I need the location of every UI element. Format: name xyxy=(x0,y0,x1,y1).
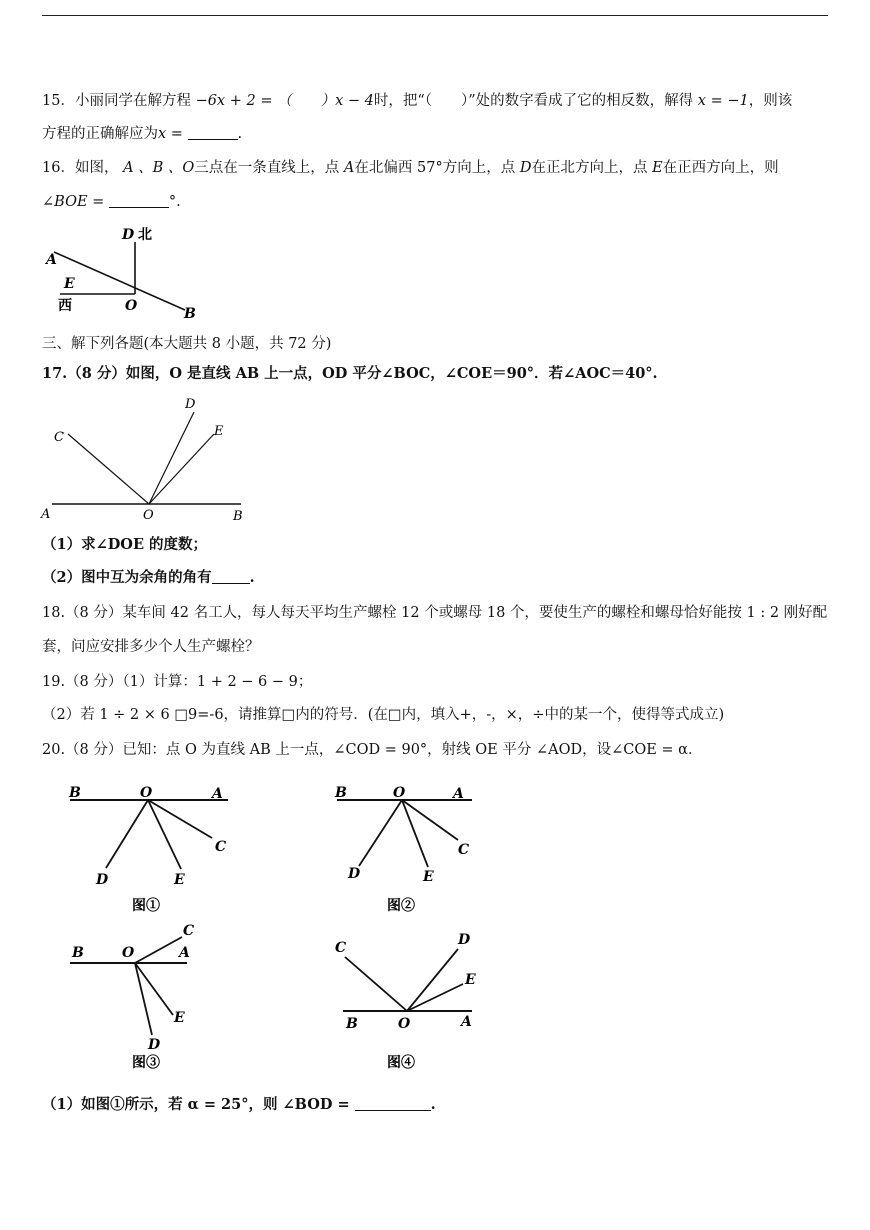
q16-answer-blank[interactable] xyxy=(109,193,169,208)
label-a: A xyxy=(41,507,51,522)
label-a: A xyxy=(179,945,190,961)
q16-point-d: D xyxy=(519,160,532,176)
q15-line2 xyxy=(42,124,242,144)
q20-line: 20.（8 分）已知：点 O 为直线 AB 上一点，∠COD = 90°，射线 OE 平分 ∠AOD，设∠COE = α． xyxy=(42,742,703,758)
label-e: E xyxy=(465,972,476,988)
label-d: D xyxy=(348,866,361,882)
section-3-heading: 三、解下列各题(本大题共 8 小题，共 72 分) xyxy=(42,336,332,352)
q15-number: 15． xyxy=(42,93,75,109)
ray-oc xyxy=(345,957,407,1011)
q16-text-3: 在北偏西 xyxy=(354,160,413,176)
q20-period: . xyxy=(430,1096,436,1113)
label-c: C xyxy=(54,430,64,445)
q16-number: 16． xyxy=(42,160,75,176)
ray-oe xyxy=(149,434,214,504)
label-e: E xyxy=(174,1010,185,1026)
ray-od xyxy=(359,800,402,866)
label-b: B xyxy=(184,306,196,322)
label-e: E xyxy=(214,424,224,439)
q15-answer-label: x = xyxy=(158,126,183,142)
figure-17 xyxy=(38,390,248,525)
q16-degree-sign: °. xyxy=(168,194,181,210)
label-e: E xyxy=(423,869,434,885)
ray-oc xyxy=(135,937,182,963)
q15-text: 小丽同学在解方程 xyxy=(74,93,191,109)
top-rule xyxy=(42,15,828,16)
figure-20-1 xyxy=(60,780,250,920)
q15-line1 xyxy=(42,91,792,111)
caption: 图② xyxy=(387,898,415,914)
q16-text: 如图， xyxy=(74,160,119,176)
label-c: C xyxy=(183,923,195,939)
q15-text-4: 方程的正确解应为 xyxy=(42,126,158,142)
figure-20-3 xyxy=(60,915,250,1075)
ray-od xyxy=(407,949,458,1011)
q16-point-a: A xyxy=(343,160,355,176)
q16-text-4: 方向上，点 xyxy=(442,160,516,176)
q16-points: A 、B 、O xyxy=(123,160,195,176)
q16-line1 xyxy=(42,158,779,178)
q17-answer-blank[interactable] xyxy=(212,569,250,584)
label-a: A xyxy=(453,786,464,802)
q16-text-2: 三点在一条直线上，点 xyxy=(194,160,340,176)
q16-line2 xyxy=(42,192,181,212)
q15-solution: x = −1 xyxy=(697,93,749,109)
caption: 图③ xyxy=(132,1055,160,1071)
q16-degree: 57° xyxy=(417,160,443,176)
label-d: D xyxy=(122,227,135,243)
q15-text-3: ，则该 xyxy=(748,93,793,109)
label-a: A xyxy=(46,252,57,268)
label-a: A xyxy=(212,786,223,802)
label-d: D xyxy=(96,872,109,888)
label-d: D xyxy=(185,397,196,412)
label-e: E xyxy=(174,872,185,888)
label-o: O xyxy=(398,1016,411,1032)
label-d: D xyxy=(148,1037,161,1053)
label-o: O xyxy=(143,508,154,523)
label-b: B xyxy=(72,945,84,961)
ray-od xyxy=(149,412,194,504)
label-b: B xyxy=(346,1016,358,1032)
q17-part2 xyxy=(42,568,255,588)
q15-answer-blank[interactable] xyxy=(188,125,238,140)
label-c: C xyxy=(215,839,227,855)
label-o: O xyxy=(393,785,406,801)
caption: 图① xyxy=(132,898,160,914)
label-a: A xyxy=(461,1014,472,1030)
label-b: B xyxy=(335,785,347,801)
caption: 图④ xyxy=(387,1055,415,1071)
label-o: O xyxy=(125,298,138,314)
ray-oc xyxy=(68,434,149,504)
figure-20-2 xyxy=(325,780,505,920)
q16-text-5: 在正北方向上，点 xyxy=(531,160,648,176)
q20-part1-text: （1）如图①所示，若 α = 25°，则 ∠BOD = xyxy=(42,1096,350,1113)
label-north: 北 xyxy=(138,227,152,243)
figure-16 xyxy=(40,222,210,322)
label-c: C xyxy=(458,842,470,858)
label-e: E xyxy=(64,276,75,292)
label-west: 西 xyxy=(58,298,72,314)
q19-line2: （2）若 1 ÷ 2 × 6 □9=-6，请推算□内的符号．(在□内，填入+，-，×，÷中的某一个，使得等式成立) xyxy=(42,707,725,723)
label-b: B xyxy=(69,785,81,801)
q19-line1: 19.（8 分）（1）计算：1 + 2 − 6 − 9； xyxy=(42,674,313,690)
q15-equation: −6x + 2 = （ ）x − 4 xyxy=(195,93,374,109)
q17-part2-text: （2）图中互为余角的角有 xyxy=(42,569,212,586)
label-o: O xyxy=(140,785,153,801)
q18-line2: 套，问应安排多少个人生产螺栓？ xyxy=(42,639,260,655)
q20-answer-blank[interactable] xyxy=(355,1096,431,1111)
q20-part1 xyxy=(42,1095,436,1115)
q16-text-6: 在正西方向上，则 xyxy=(662,160,779,176)
ray-od xyxy=(106,800,148,868)
label-c: C xyxy=(335,940,347,956)
q18-line1: 18.（8 分）某车间 42 名工人，每人每天平均生产螺栓 12 个或螺母 18 个，要使生产的螺栓和螺母恰好能按 1 : 2 刚好配 xyxy=(42,605,828,621)
q17-part1: （1）求∠DOE 的度数； xyxy=(42,536,208,553)
q17-line: 17.（8 分）如图，O 是直线 AB 上一点，OD 平分∠BOC，∠COE＝90°．若∠AOC＝40°. xyxy=(42,365,658,382)
q17-period: . xyxy=(249,569,255,586)
figure-20-4 xyxy=(325,925,505,1075)
q15-period: . xyxy=(237,126,243,142)
label-d: D xyxy=(458,932,471,948)
q16-answer-label: ∠BOE = xyxy=(42,194,105,210)
q15-text-2: 时，把“（ ）”处的数字看成了它的相反数，解得 xyxy=(373,93,694,109)
label-b: B xyxy=(233,509,243,524)
label-o: O xyxy=(122,945,135,961)
ray-oe xyxy=(407,984,463,1011)
q16-point-e: E xyxy=(652,160,663,176)
